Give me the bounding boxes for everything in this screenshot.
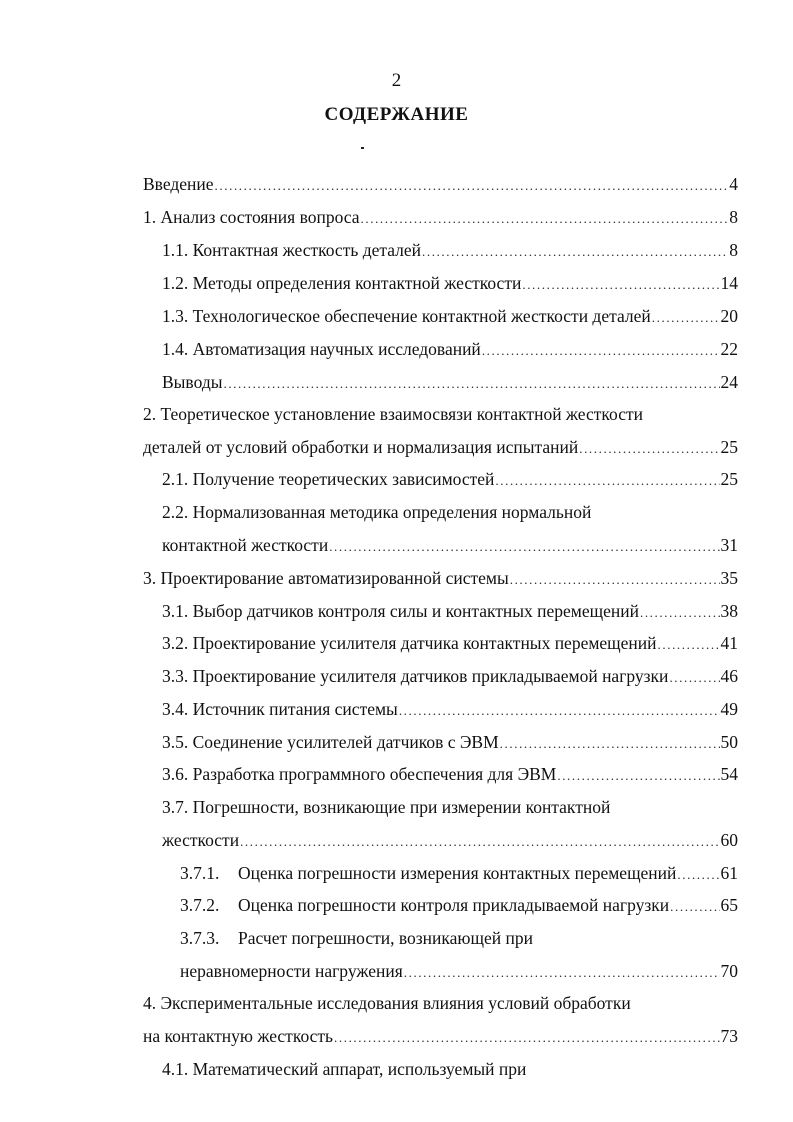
toc-entry-3-7-1[interactable]: [180, 862, 738, 886]
toc-entry-3-1[interactable]: [162, 600, 738, 624]
leader-dots: [677, 864, 719, 886]
toc-page-number: 46: [720, 666, 738, 686]
toc-page-number: 4: [729, 174, 738, 194]
leader-dots: [422, 241, 728, 263]
page-number: 2: [391, 70, 402, 91]
toc-entry-3-5[interactable]: [162, 731, 738, 755]
toc-entry-2-2[interactable]: [162, 534, 738, 558]
toc-entry-4-1-line1[interactable]: 4.1. Математический аппарат, используемый при: [162, 1059, 527, 1079]
toc-entry-chapter-2-line1[interactable]: 2. Теоретическое установление взаимосвязи контактной жесткости: [143, 404, 643, 424]
toc-entry-3-7-2[interactable]: [180, 894, 738, 918]
toc-label: на контактную жесткость: [143, 1026, 334, 1046]
leader-dots: [522, 274, 719, 296]
toc-entry-3-2[interactable]: [162, 632, 738, 656]
toc-entry-intro[interactable]: [143, 173, 738, 197]
toc-page-number: 35: [720, 568, 738, 588]
leader-dots: [652, 307, 720, 329]
toc-page-number: 65: [720, 895, 738, 915]
leader-dots: [240, 831, 719, 853]
toc-page-number: 8: [729, 240, 738, 260]
toc-label: 3.4. Источник питания системы: [162, 699, 398, 719]
toc-number: 3.7.1.: [180, 863, 220, 883]
toc-page-number: 70: [720, 961, 738, 981]
toc-label: неравномерности нагружения: [180, 961, 403, 981]
toc-label: 1.2. Методы определения контактной жесткости: [162, 273, 522, 293]
leader-dots: [670, 896, 719, 918]
toc-label: жесткости: [162, 830, 240, 850]
toc-label: 1.4. Автоматизация научных исследований: [162, 339, 481, 359]
leader-dots: [482, 340, 720, 362]
toc-page-number: 20: [720, 306, 738, 326]
toc-page-number: 41: [720, 633, 738, 653]
toc-label: 3.1. Выбор датчиков контроля силы и контактных перемещений: [162, 601, 639, 621]
toc-page-number: 54: [720, 764, 738, 784]
toc-label: 3.3. Проектирование усилителя датчиков прикладываемой нагрузки: [162, 666, 669, 686]
toc-label: 3. Проектирование автоматизированной системы: [143, 568, 509, 588]
toc-label: [180, 894, 669, 916]
toc-label: 2.1. Получение теоретических зависимостей: [162, 469, 495, 489]
toc-entry-chapter-3[interactable]: [143, 567, 738, 591]
toc-entry-1-4[interactable]: [162, 338, 738, 362]
toc-page-number: 22: [720, 339, 738, 359]
leader-dots: [579, 438, 719, 460]
toc-label: 1. Анализ состояния вопроса: [143, 207, 360, 227]
toc-text: Оценка погрешности контроля прикладываемой нагрузки: [238, 895, 670, 915]
leader-dots: [334, 1027, 719, 1049]
toc-entry-1-1[interactable]: [162, 239, 738, 263]
toc-page-number: 25: [720, 469, 738, 489]
toc-label: 1.3. Технологическое обеспечение контактной жесткости деталей: [162, 306, 651, 326]
toc-entry-1-3[interactable]: [162, 305, 738, 329]
toc-entry-3-7-line1[interactable]: 3.7. Погрешности, возникающие при измерении контактной: [162, 797, 611, 817]
toc-label: 3.2. Проектирование усилителя датчика контактных перемещений: [162, 633, 657, 653]
toc-page-number: 50: [720, 732, 738, 752]
toc-entry-chapter-1[interactable]: [143, 206, 738, 230]
toc-label: 3.6. Разработка программного обеспечения для ЭВМ: [162, 764, 557, 784]
toc-page-number: 49: [720, 699, 738, 719]
leader-dots: [500, 733, 720, 755]
leader-dots: [510, 569, 720, 591]
leader-dots: [557, 765, 719, 787]
leader-dots: [404, 962, 720, 984]
leader-dots: [669, 667, 719, 689]
toc-entry-conclusions[interactable]: [162, 371, 738, 395]
toc-number: 3.7.2.: [180, 895, 220, 915]
toc-entry-chapter-2[interactable]: [143, 436, 738, 460]
toc-label: 3.5. Соединение усилителей датчиков с ЭВМ: [162, 732, 499, 752]
toc-entry-3-4[interactable]: [162, 698, 738, 722]
toc-text: Расчет погрешности, возникающей при: [238, 928, 533, 948]
page-title: СОДЕРЖАНИЕ: [324, 104, 469, 125]
leader-dots: [658, 634, 720, 656]
leader-dots: [223, 373, 719, 395]
leader-dots: [215, 175, 729, 197]
toc-page-number: 60: [720, 830, 738, 850]
leader-dots: [329, 536, 719, 558]
toc-entry-1-2[interactable]: [162, 272, 738, 296]
toc-entry-3-7[interactable]: [162, 829, 738, 853]
toc-label: контактной жесткости: [162, 535, 329, 555]
toc-page-number: 24: [720, 372, 738, 392]
toc-entry-3-7-3[interactable]: [180, 960, 738, 984]
toc-page-number: 73: [720, 1026, 738, 1046]
toc-page-number: 8: [729, 207, 738, 227]
toc-label: Введение: [143, 174, 214, 194]
toc-label: Выводы: [162, 372, 223, 392]
leader-dots: [399, 700, 720, 722]
toc-label: [180, 862, 676, 884]
toc-entry-2-2-line1[interactable]: 2.2. Нормализованная методика определения нормальной: [162, 502, 592, 522]
leader-dots: [640, 602, 720, 624]
toc-page-number: 31: [720, 535, 738, 555]
toc-text: Оценка погрешности измерения контактных перемещений: [238, 863, 677, 883]
toc-number: 3.7.3.: [180, 928, 220, 948]
toc-page-number: 25: [720, 437, 738, 457]
toc-entry-3-7-3-line1[interactable]: [180, 927, 533, 949]
toc-page-number: 38: [720, 601, 738, 621]
toc-label: деталей от условий обработки и нормализация испытаний: [143, 437, 579, 457]
toc-page-number: 14: [720, 273, 738, 293]
toc-label: 1.1. Контактная жесткость деталей: [162, 240, 422, 260]
toc-entry-chapter-4[interactable]: [143, 1025, 738, 1049]
toc-entry-3-3[interactable]: [162, 665, 738, 689]
toc-entry-chapter-4-line1[interactable]: 4. Экспериментальные исследования влияния условий обработки: [143, 993, 631, 1013]
leader-dots: [361, 208, 729, 230]
toc-entry-2-1[interactable]: [162, 468, 738, 492]
toc-page-number: 61: [720, 863, 738, 883]
toc-entry-3-6[interactable]: [162, 763, 738, 787]
leader-dots: [495, 470, 719, 492]
